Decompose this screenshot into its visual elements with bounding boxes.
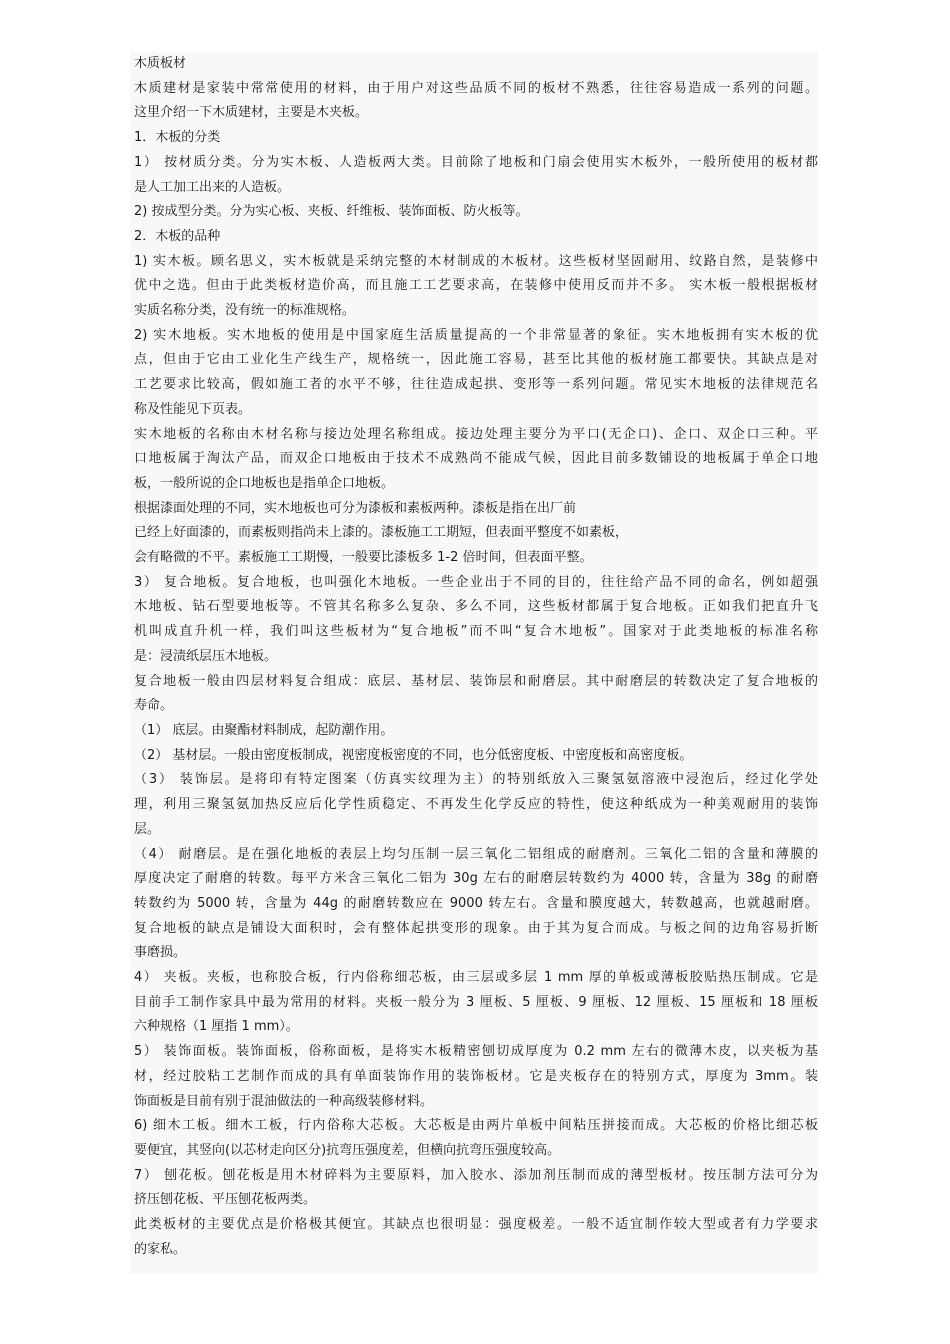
text-line: 层。 bbox=[134, 821, 161, 837]
document-body bbox=[134, 52, 818, 1262]
text-line: 工艺要求比较高，假如施工者的水平不够，往往造成起拱、变形等一系列问题。常见实木地板的法律规范名 bbox=[134, 377, 818, 393]
text-line: 1) 实木板。顾名思义，实木板就是采纳完整的木材制成的木板材。这些板材坚固耐用、纹路自然，是装修中 bbox=[134, 253, 818, 269]
text-line: 2) 按成型分类。分为实心板、夹板、纤维板、装饰面板、防火板等。 bbox=[134, 204, 529, 220]
text-line: 点，但由于它由工业化生产线生产，规格统一，因此施工容易，甚至比其他的板材施工都要快。其缺点是对 bbox=[134, 352, 818, 368]
text-line: 目前手工制作家具中最为常用的材料。夹板一般分为 3 厘板、5 厘板、9 厘板、12 厘板、15 厘板和 18 厘板 bbox=[134, 994, 818, 1010]
text-line: 这里介绍一下木质建材，主要是木夹板。 bbox=[134, 105, 369, 121]
text-line: （3） 装饰层。是将印有特定图案（仿真实纹理为主）的特别纸放入三聚氢氨溶液中浸泡后，经过化学处 bbox=[134, 772, 818, 788]
text-line: 根据漆面处理的不同，实木地板也可分为漆板和素板两种。漆板是指在出厂前 bbox=[134, 500, 577, 516]
text-line: 实质名称分类，没有统一的标准规格。 bbox=[134, 303, 356, 319]
text-line: 口地板属于淘汰产品，而双企口地板由于技术不成熟尚不能成气候，因此目前多数铺设的地板属于单企口地 bbox=[134, 451, 818, 467]
text-line: 挤压刨花板、平压刨花板两类。 bbox=[134, 1192, 317, 1208]
text-line: 转数约为 5000 转，含量为 44g 的耐磨转数应在 9000 转左右。含量和膜度越大，转数越高，也就越耐磨。 bbox=[134, 895, 818, 911]
text-line: 优中之选。但由于此类板材造价高，而且施工工艺要求高，在装修中使用反而并不多。 实木板一般根据板材 bbox=[134, 278, 818, 294]
text-line: 此类板材的主要优点是价格极其便宜。其缺点也很明显：强度极差。一般不适宜制作较大型或者有力学要求 bbox=[134, 1217, 818, 1233]
text-line: 2) 实木地板。实木地板的使用是中国家庭生活质量提高的一个非常显著的象征。实木地板拥有实木板的优 bbox=[134, 327, 818, 343]
text-line: 木质建材是家装中常常使用的材料，由于用户对这些品质不同的板材不熟悉，往往容易造成一系列的问题。 bbox=[134, 80, 818, 96]
text-line: 5） 装饰面板。装饰面板，俗称面板，是将实木板精密刨切成厚度为 0.2 mm 左右的微薄木皮，以夹板为基 bbox=[134, 1044, 818, 1060]
text-line: 1．木板的分类 bbox=[134, 130, 221, 146]
text-line: （4） 耐磨层。是在强化地板的表层上均匀压制一层三氧化二铝组成的耐磨剂。三氧化二铝的含量和薄膜的 bbox=[134, 846, 818, 862]
text-line: 木地板、钻石型要地板等。不管其名称多么复杂、多么不同，这些板材都属于复合地板。正如我们把直升飞 bbox=[134, 599, 818, 615]
text-line: 板，一般所说的企口地板也是指单企口地板。 bbox=[134, 475, 395, 491]
text-line: 复合地板的缺点是铺设大面积时，会有整体起拱变形的现象。由于其为复合而成。与板之间的边角容易折断 bbox=[134, 920, 818, 936]
text-line: 3） 复合地板。复合地板，也叫强化木地板。一些企业出于不同的目的，往往给产品不同的命名，例如超强 bbox=[134, 574, 818, 590]
text-line: 1） 按材质分类。分为实木板、人造板两大类。目前除了地板和门扇会使用实木板外，一般所使用的板材都 bbox=[134, 154, 818, 170]
text-line: 的家私。 bbox=[134, 1241, 187, 1257]
text-line: （2） 基材层。一般由密度板制成，视密度板密度的不同，也分低密度板、中密度板和高密度板。 bbox=[134, 747, 693, 763]
text-line: 厚度决定了耐磨的转数。每平方米含三氧化二铝为 30g 左右的耐磨层转数约为 4000 转，含量为 38g 的耐磨 bbox=[134, 871, 818, 887]
text-line: 复合地板一般由四层材料复合组成：底层、基材层、装饰层和耐磨层。其中耐磨层的转数决定了复合地板的 bbox=[134, 673, 818, 689]
document-title: 木质板材 bbox=[134, 56, 187, 71]
text-line: 会有略微的不平。素板施工工期慢，一般要比漆板多 1-2 倍时间，但表面平整。 bbox=[134, 550, 593, 566]
text-line: 7） 刨花板。刨花板是用木材碎料为主要原料，加入胶水、添加剂压制而成的薄型板材。按压制方法可分为 bbox=[134, 1167, 818, 1183]
text-line: 称及性能见下页表。 bbox=[134, 401, 252, 417]
text-line: 机叫成直升机一样，我们叫这些板材为“复合地板”而不叫“复合木地板”。国家对于此类地板的标准名称 bbox=[134, 624, 818, 640]
text-line: 实木地板的名称由木材名称与接边处理名称组成。接边处理主要分为平口(无企口)、企口、双企口三种。平 bbox=[134, 426, 818, 442]
text-line: 2．木板的品种 bbox=[134, 228, 221, 244]
text-line: 理，利用三聚氢氨加热反应后化学性质稳定、不再发生化学反应的特性，使这种纸成为一种美观耐用的装饰 bbox=[134, 797, 818, 813]
text-line: 4） 夹板。夹板，也称胶合板，行内俗称细芯板，由三层或多层 1 mm 厚的单板或薄板胶贴热压制成。它是 bbox=[134, 970, 818, 986]
text-line: 要便宜，其竖向(以芯材走向区分)抗弯压强度差，但横向抗弯压强度较高。 bbox=[134, 1142, 561, 1158]
text-line: 是：浸渍纸层压木地板。 bbox=[134, 648, 278, 664]
text-line: 寿命。 bbox=[134, 698, 174, 714]
text-line: （1） 底层。由聚酯材料制成，起防潮作用。 bbox=[134, 722, 394, 738]
text-line: 六种规格（1 厘指 1 mm）。 bbox=[134, 1019, 299, 1035]
text-line: 是人工加工出来的人造板。 bbox=[134, 179, 291, 195]
text-line: 已经上好面漆的，而素板则指尚未上漆的。漆板施工工期短，但表面平整度不如素板， bbox=[134, 525, 629, 541]
text-line: 饰面板是目前有别于混油做法的一种高级装修材料。 bbox=[134, 1093, 434, 1109]
text-line: 事磨损。 bbox=[134, 945, 187, 961]
text-line: 6) 细木工板。细木工板，行内俗称大芯板。大芯板是由两片单板中间粘压拼接而成。大芯板的价格比细芯板 bbox=[134, 1118, 818, 1134]
text-line: 材，经过胶粘工艺制作而成的具有单面装饰作用的装饰板材。它是夹板存在的特别方式，厚度为 3mm。装 bbox=[134, 1068, 818, 1084]
